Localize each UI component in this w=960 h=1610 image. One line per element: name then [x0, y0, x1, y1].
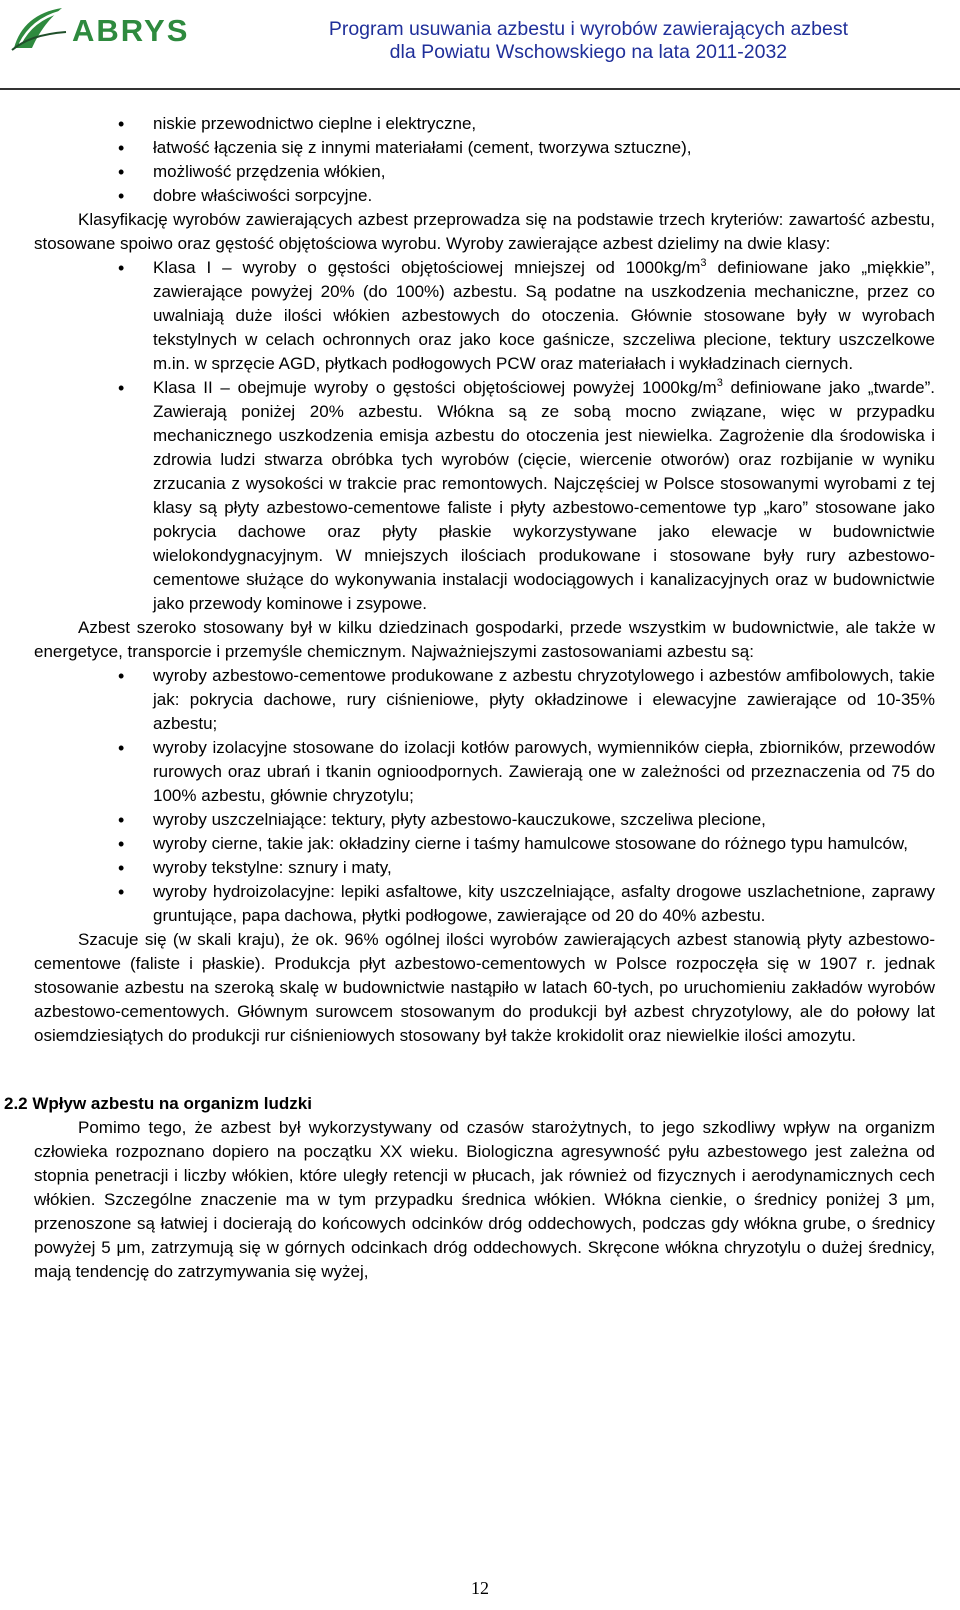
section-heading: 2.2 Wpływ azbestu na organizm ludzki [4, 1094, 312, 1113]
list-item: • możliwość przędzenia włókien, [34, 160, 935, 184]
header-title-line2: dla Powiatu Wschowskiego na lata 2011-2032 [389, 41, 788, 63]
class2-text-a: Klasa II – obejmuje wyroby o gęstości objętościowej powyżej 1000kg/m [153, 378, 717, 397]
list-item: • dobre właściwości sorpcyjne. [34, 184, 935, 208]
properties-list [34, 112, 935, 208]
paragraph-applications: Azbest szeroko stosowany był w kilku dziedzinach gospodarki, przede wszystkim w budownictwie, ale także w energetyce, transporcie i przemyśle chemicznym. Najważniejszymi zastosowaniami azbestu są: [34, 618, 935, 661]
class1-superscript: 3 [700, 257, 707, 269]
paragraph-classification: Klasyfikację wyrobów zawierających azbest przeprowadza się na podstawie trzech kryteriów: zawartość azbestu, stosowane spoiwo oraz gęstość objętościowa wyrobu. Wyroby zawierające azbest dzielimy na dwie klasy: [34, 210, 935, 253]
applications-list [34, 664, 935, 928]
list-item-class-1 [34, 256, 935, 376]
class1-text-a: Klasa I – wyroby o gęstości objętościowej mniejszej od 1000kg/m [153, 258, 701, 277]
list-item: • wyroby tekstylne: sznury i maty, [34, 856, 935, 880]
list-item: • wyroby azbestowo-cementowe produkowane z azbestu chryzotylowego i azbestów amfibolowych, takie jak: pokrycia dachowe, rury ciśnieniowe, płyty okładzinowe i elewacyjne zawierające od 10-35% azbestu; [34, 664, 935, 736]
class1-text-b: definiowane jako „miękkie”, zawierające powyżej 20% (do 100%) azbestu. Są podatne na uszkodzenia mechaniczne, przez co uwalniają duże ilości włókien azbestowych do otoczenia. Głównie stosowane były w wyrobach tekstylnych w celach ochronnych oraz jako koce gaśnicze, szczeliwa plecione, tektury uszczelkowe m.in. w sprzęcie AGD, płytkach podłogowych PCW oraz materiałach i wykładzinach ciernych. [153, 258, 935, 373]
list-item: • wyroby uszczelniające: tektury, płyty azbestowo-kauczukowe, szczeliwa plecione, [34, 808, 935, 832]
page-header [0, 0, 960, 92]
abrys-logo [10, 4, 195, 52]
class2-superscript: 3 [716, 377, 723, 389]
document-header-title [329, 18, 848, 64]
document-body [4, 112, 935, 1284]
logo-text: ABRYS [72, 13, 190, 48]
header-title-line1: Program usuwania azbestu i wyrobów zawierających azbest [328, 18, 848, 40]
list-item: • wyroby izolacyjne stosowane do izolacji kotłów parowych, wymienników ciepła, zbiorników, przewodów rurowych oraz ubrań i tkanin ognioodpornych. Zawierają one w zależności od przeznaczenia od 75 do 100% azbestu, głównie chryzotylu; [34, 736, 935, 808]
class2-text-b: definiowane jako „twarde”. Zawierają poniżej 20% azbestu. Włókna są ze sobą mocno związane, więc w przypadku mechanicznego uszkodzenia emisja azbestu do otoczenia jest niewielka. Zagrożenie dla środowiska i zdrowia ludzi stwarza obróbka tych wyrobów (cięcie, wiercenie otworów) oraz rozbijanie w wyniku zrzucania z wysokości w trakcie prac remontowych. Najczęściej w Polsce stosowanymi wyrobami z tej klasy są płyty azbestowo-cementowe faliste i płyty azbestowo-cementowe typ „karo” stosowane jako pokrycia dachowe oraz płyty płaskie wykorzystywane jako elewacje w budownictwie wielokondygnacyjnym. W mniejszych ilościach produkowane i stosowane były rury azbestowo-cementowe służące do wykonywania instalacji wodociągowych i kanalizacyjnych oraz w budownictwie jako przewody kominowe i zsypowe. [153, 378, 935, 613]
list-item: • łatwość łączenia się z innymi materiałami (cement, tworzywa sztuczne), [34, 136, 935, 160]
header-divider [0, 88, 960, 90]
paragraph-health-impact: Pomimo tego, że azbest był wykorzystywany od czasów starożytnych, to jego szkodliwy wpływ na organizm człowieka rozpoznano dopiero na początku XX wieku. Biologiczna agresywność pyłu azbestowego jest zależna od stopnia penetracji i liczby włókien, które uległy retencji w płucach, jak również od fizycznych i aerodynamicznych cech włókien. Szczególne znaczenie ma w tym przypadku średnica włókien. Włókna cienkie, o średnicy poniżej 3 μm, przenoszone są łatwiej i docierają do końcowych odcinków dróg oddechowych, podczas gdy włókna grube, o średnicy powyżej 5 μm, zatrzymują się w górnych odcinkach dróg oddechowych. Skręcone włókna chryzotylu o dużej średnicy, mają tendencję do zatrzymywania się wyżej, [34, 1118, 935, 1281]
paragraph-estimates: Szacuje się (w skali kraju), że ok. 96% ogólnej ilości wyrobów zawierających azbest stanowią płyty azbestowo-cementowe (faliste i płaskie). Produkcja płyt azbestowo-cementowych w Polsce rozpoczęła się w 1907 r. jednak stosowanie azbestu na szeroką skalę w budownictwie nastąpiło w latach 60-tych, po uruchomieniu zakładów wyrobów azbestowo-cementowych. Głównym surowcem stosowanym do produkcji był azbest chryzotylowy, ale do połowy lat osiemdziesiątych do produkcji rur ciśnieniowych stosowany był także krokidolit oraz niewielkie ilości amozytu. [34, 930, 935, 1045]
page-number: 12 [471, 1578, 489, 1598]
list-item-class-2 [34, 376, 935, 616]
list-item: • wyroby cierne, takie jak: okładziny cierne i taśmy hamulcowe stosowane do różnego typu hamulców, [34, 832, 935, 856]
leaf-icon [10, 4, 70, 52]
list-item: • niskie przewodnictwo cieplne i elektryczne, [34, 112, 935, 136]
list-item: • wyroby hydroizolacyjne: lepiki asfaltowe, kity uszczelniające, asfalty drogowe uszlachetnione, zaprawy gruntujące, papa dachowa, płytki podłogowe, zawierające od 20 do 40% azbestu. [34, 880, 935, 928]
classes-list [34, 256, 935, 616]
